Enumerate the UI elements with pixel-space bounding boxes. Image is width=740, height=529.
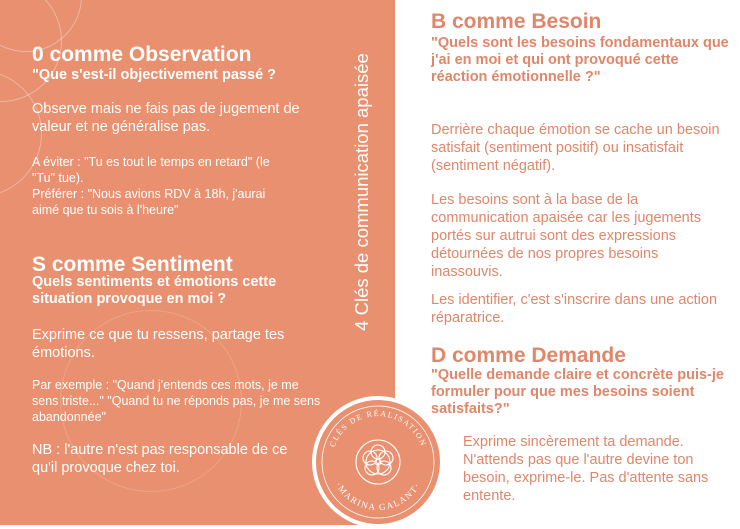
besoin-p1: Derrière chaque émotion se cache un besoin satisfait (sentiment positif) ou insatisfait (sentiment négatif). <box>431 122 720 174</box>
svg-text:·MARINA GALANT· <box>334 480 422 512</box>
observation-avoid: A éviter : "Tu es tout le temps en retard" (le "Tu" tue). <box>32 155 270 185</box>
demande-question: "Quelle demande claire et concrète puis-je formuler pour que mes besoins soient satisfaits?" <box>431 367 724 417</box>
marina-galant-logo <box>312 396 444 528</box>
observation-question: "Que s'est-il objectivement passé ? <box>32 67 277 83</box>
demande-title: D comme Demande <box>431 344 626 367</box>
sentiment-question: Quels sentiments et émotions cette situation provoque en moi ? <box>32 274 277 307</box>
sentiment-body: Exprime ce que tu ressens, partage tes émotions. <box>32 327 285 361</box>
sentiment-nb: NB : l'autre n'est pas responsable de ce qu'il provoque chez toi. <box>32 442 288 476</box>
demande-body: Exprime sincèrement ta demande. N'attends pas que l'autre devine ton besoin, exprime-le. Pas d'attente sans entente. <box>463 434 709 504</box>
lotus-icon <box>356 440 400 484</box>
observation-body: Observe mais ne fais pas de jugement de valeur et ne généralise pas. <box>32 101 300 135</box>
svg-text:CLÉS DE RÉALISATION <box>328 408 428 448</box>
sentiment-title: S comme Sentiment <box>32 253 233 276</box>
besoin-title: B comme Besoin <box>431 10 602 33</box>
observation-title: 0 comme Observation <box>32 43 252 66</box>
besoin-p2: Les besoins sont à la base de la communication apaisée car les jugements portés sur autrui sont des expressions détournées de nos propres besoins inassouvis. <box>431 192 701 280</box>
besoin-question: "Quels sont les besoins fondamentaux que j'ai en moi et qui ont provoqué cette réaction émotionnelle ?" <box>431 35 729 85</box>
observation-prefer: Préférer : "Nous avions RDV à 18h, j'aurai aimé que tu sois à l'heure" <box>32 187 266 217</box>
logo-bottom-text: ·MARINA GALANT· <box>333 480 423 513</box>
logo-top-text: CLÉS DE RÉALISATION <box>327 408 429 449</box>
sentiment-example: Par exemple : "Quand j'entends ces mots, je me sens triste..." "Quand tu ne réponds pas, je me sens abandonnée" <box>32 378 321 424</box>
besoin-p3: Les identifier, c'est s'inscrire dans une action réparatrice. <box>431 292 718 326</box>
logo-graphic <box>316 400 440 524</box>
side-title: 4 Clés de communication apaisée <box>351 53 372 331</box>
